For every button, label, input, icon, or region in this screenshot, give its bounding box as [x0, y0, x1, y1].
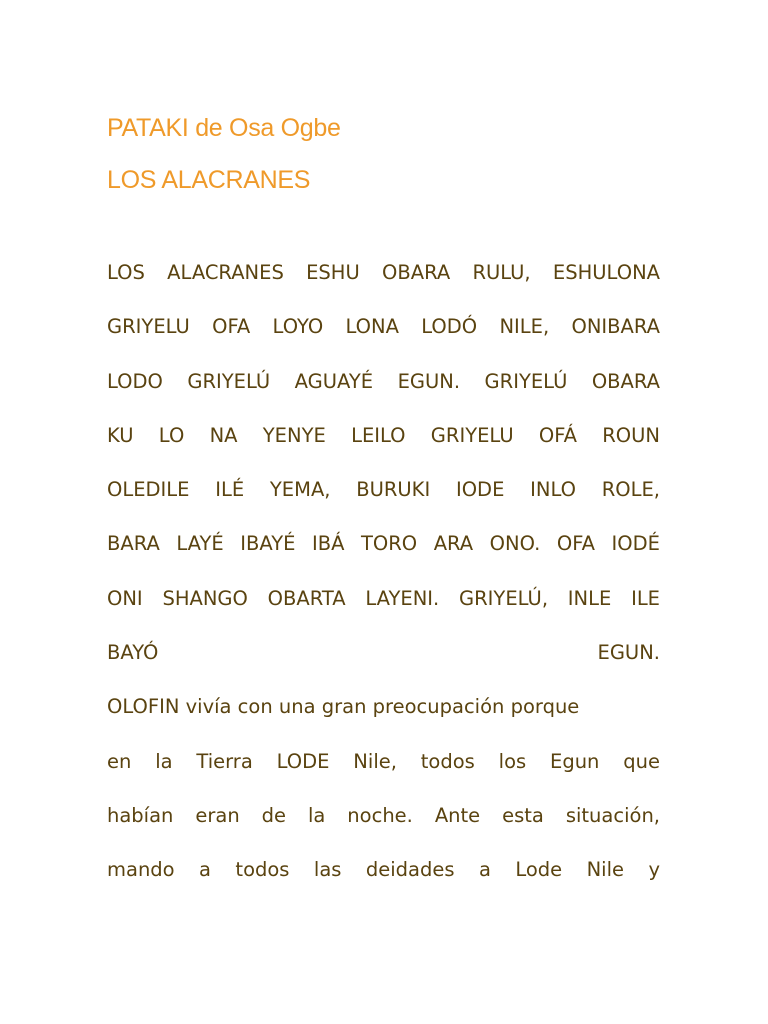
- body-line: BAYÓ EGUN.: [107, 641, 660, 665]
- document-body: [107, 253, 660, 905]
- body-line: GRIYELU OFA LOYO LONA LODÓ NILE, ONIBARA: [107, 315, 660, 339]
- body-line: LOS ALACRANES ESHU OBARA RULU, ESHULONA: [107, 261, 660, 284]
- body-line: habían eran de la noche. Ante esta situación,: [107, 803, 660, 827]
- body-line: ONI SHANGO OBARTA LAYENI. GRIYELÚ, INLE ILE: [107, 586, 660, 610]
- body-line: BARA LAYÉ IBAYÉ IBÁ TORO ARA ONO. OFA IODÉ: [107, 532, 660, 556]
- document-subtitle: LOS ALACRANES: [107, 166, 311, 194]
- body-line: mando a todos las deidades a Lode Nile y: [107, 858, 660, 882]
- body-line: en la Tierra LODE Nile, todos los Egun que: [107, 749, 660, 773]
- body-line: LODO GRIYELÚ AGUAYÉ EGUN. GRIYELÚ OBARA: [107, 369, 660, 393]
- document-title: PATAKI de Osa Ogbe: [107, 114, 341, 142]
- body-line: OLOFIN vivía con una gran preocupación porque: [107, 695, 580, 719]
- body-line: OLEDILE ILÉ YEMA, BURUKI IODE INLO ROLE,: [107, 478, 660, 502]
- body-line: KU LO NA YENYE LEILO GRIYELU OFÁ ROUN: [107, 423, 660, 447]
